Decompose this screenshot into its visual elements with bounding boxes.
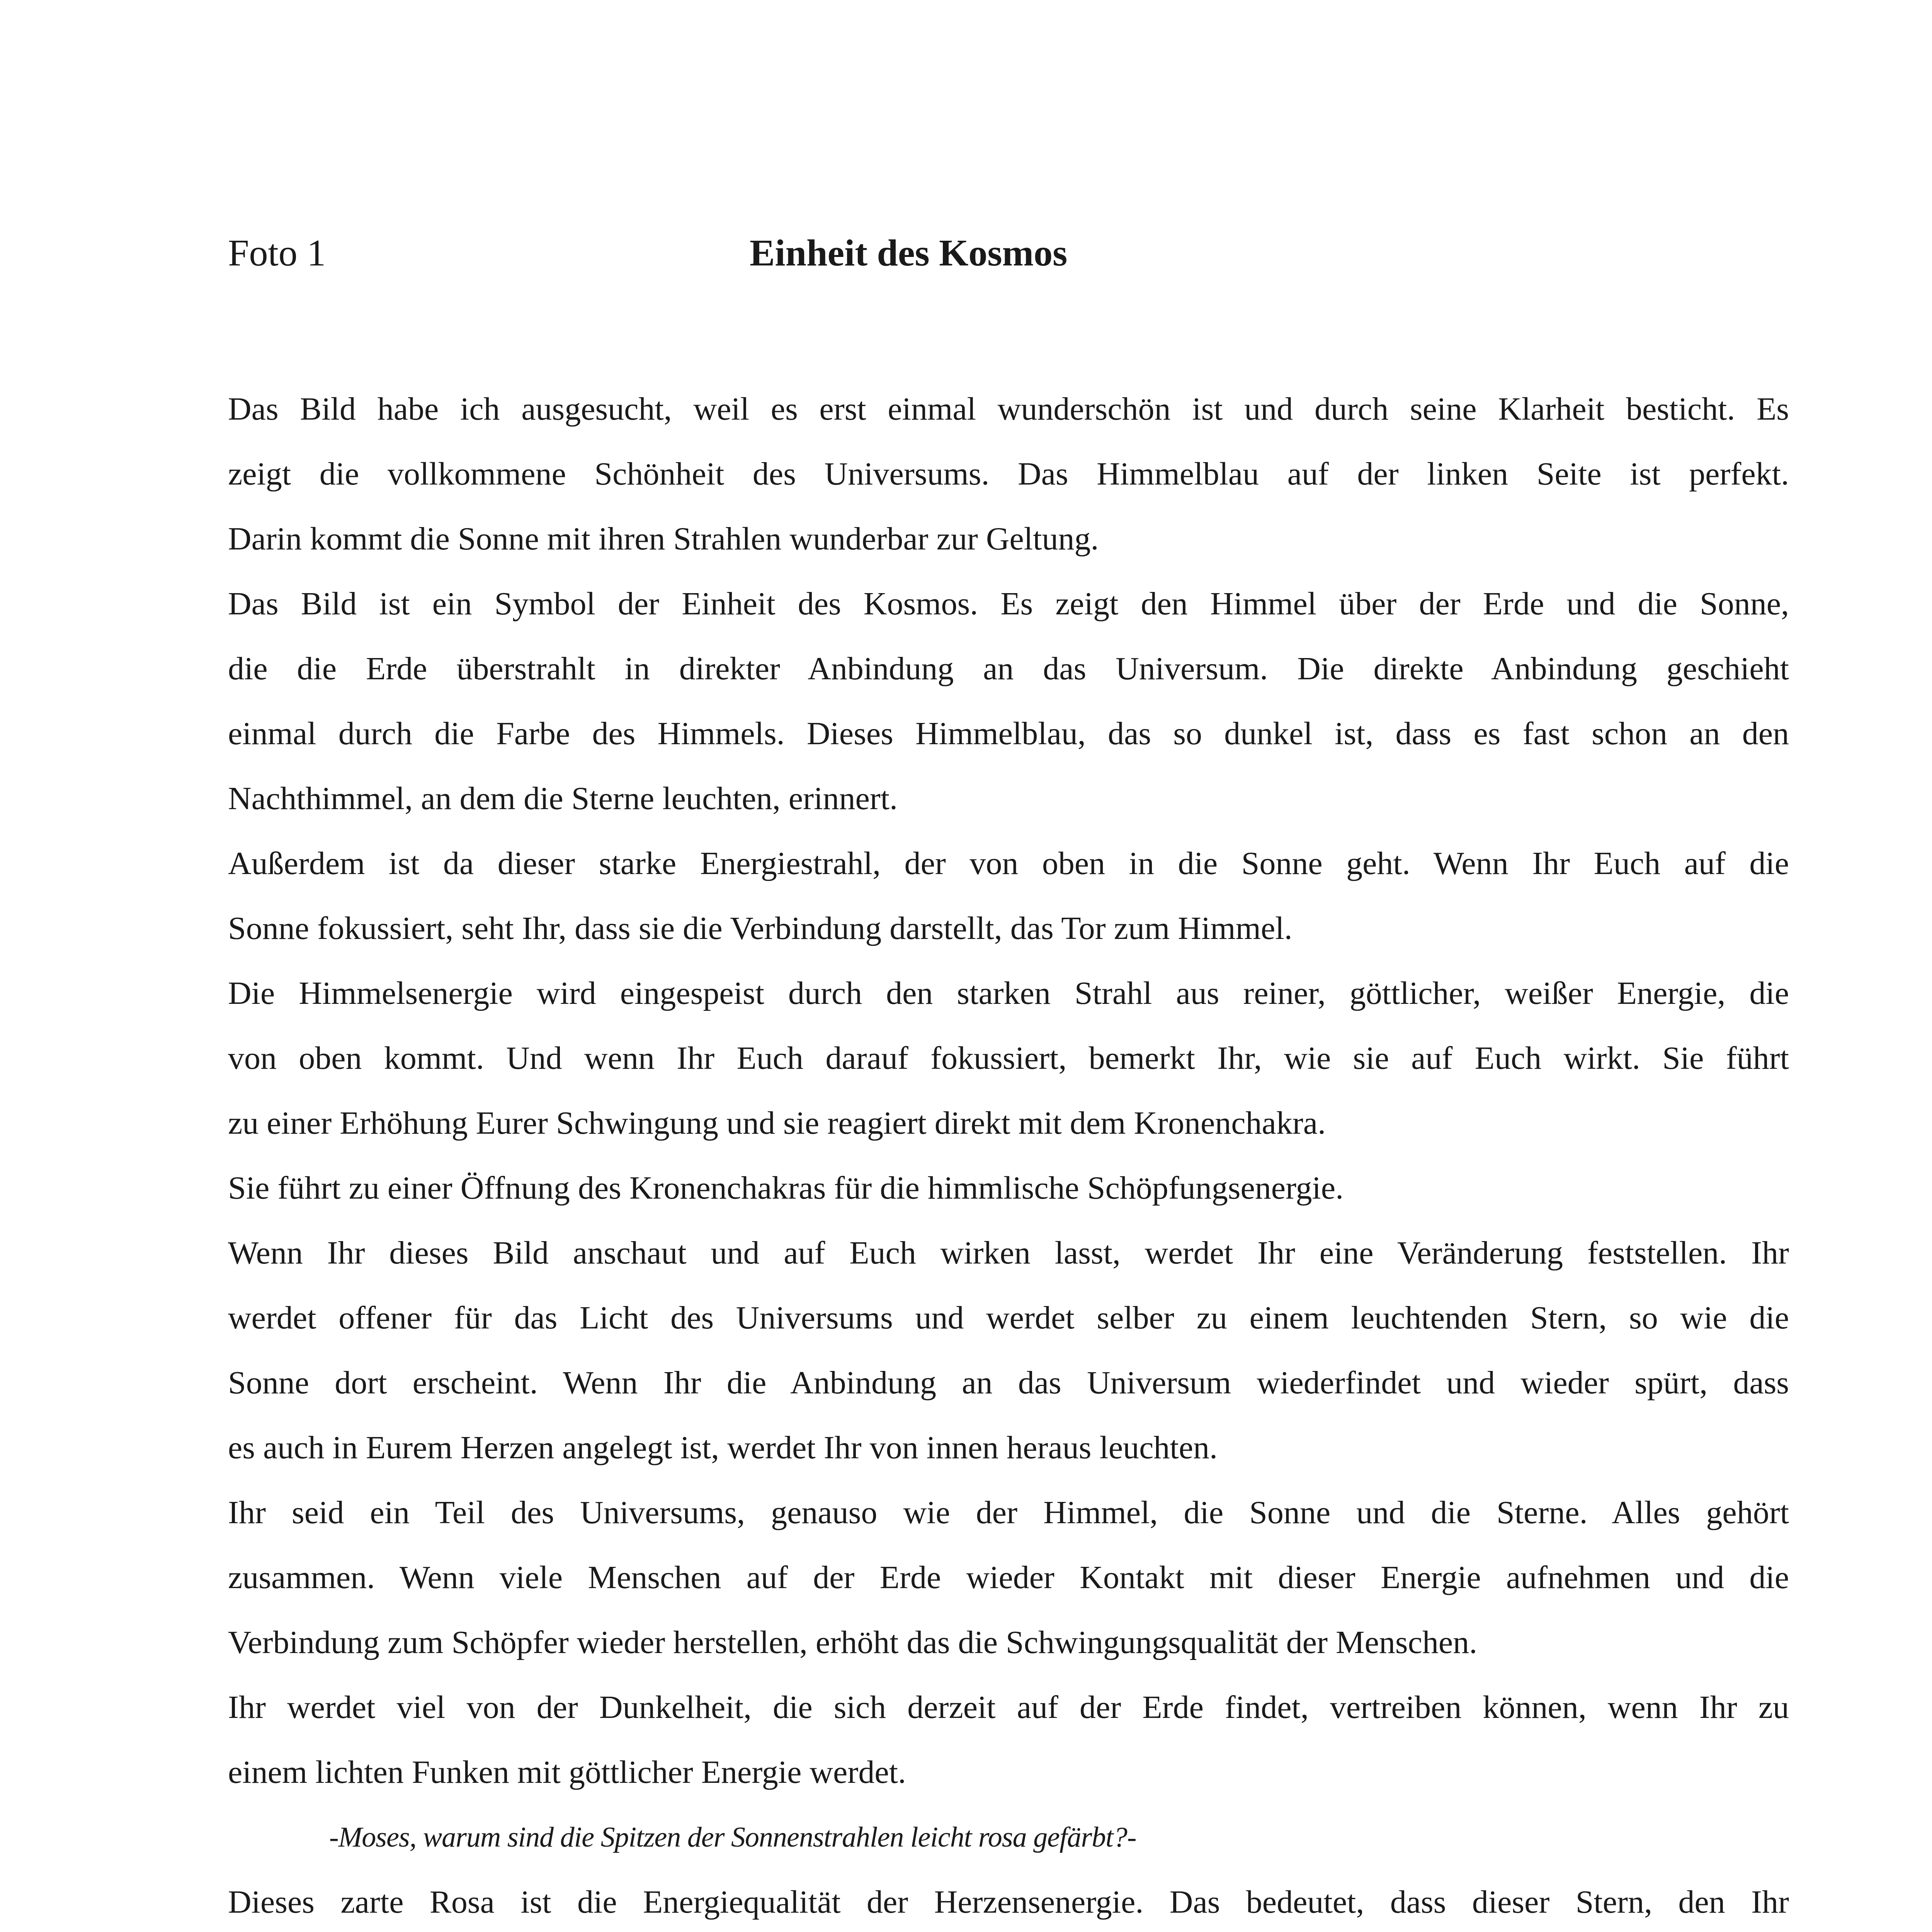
text-line: Darin kommt die Sonne mit ihren Strahlen wunderbar zur Geltung. xyxy=(228,521,1099,557)
text-line: Außerdem ist da dieser starke Energiestrahl, der von oben in die Sonne geht. Wenn Ihr Euch auf die xyxy=(228,845,1789,881)
text-line: Dieses zarte Rosa ist die Energiequalität der Herzensenergie. Das bedeutet, dass dieser Stern, den Ihr xyxy=(228,1884,1789,1920)
page-title: Einheit des Kosmos xyxy=(750,232,1068,274)
text-line: Nachthimmel, an dem die Sterne leuchten, erinnert. xyxy=(228,781,898,816)
text-line: es auch in Eurem Herzen angelegt ist, werdet Ihr von innen heraus leuchten. xyxy=(228,1430,1218,1466)
text-line: zu einer Erhöhung Eurer Schwingung und sie reagiert direkt mit dem Kronenchakra. xyxy=(228,1105,1326,1141)
text-line: die die Erde überstrahlt in direkter Anbindung an das Universum. Die direkte Anbindung geschieht xyxy=(228,651,1789,687)
text-line: einem lichten Funken mit göttlicher Energie werdet. xyxy=(228,1754,906,1790)
question-line: -Moses, warum sind die Spitzen der Sonnenstrahlen leicht rosa gefärbt?- xyxy=(329,1821,1136,1853)
photo-label: Foto 1 xyxy=(228,232,326,274)
text-line: Ihr werdet viel von der Dunkelheit, die sich derzeit auf der Erde findet, vertreiben können, wenn Ihr zu xyxy=(228,1689,1789,1725)
text-line: Ihr seid ein Teil des Universums, genauso wie der Himmel, die Sonne und die Sterne. Alles gehört xyxy=(228,1495,1789,1531)
text-line: Das Bild habe ich ausgesucht, weil es erst einmal wunderschön ist und durch seine Klarheit besticht. Es xyxy=(228,391,1789,427)
body-text xyxy=(228,377,1789,1932)
text-line: Verbindung zum Schöpfer wieder herstellen, erhöht das die Schwingungsqualität der Menschen. xyxy=(228,1624,1478,1660)
text-line: Sie führt zu einer Öffnung des Kronenchakras für die himmlische Schöpfungsenergie. xyxy=(228,1170,1344,1206)
text-line: Die Himmelsenergie wird eingespeist durch den starken Strahl aus reiner, göttlicher, weißer Energie, die xyxy=(228,975,1789,1011)
text-line: Sonne dort erscheint. Wenn Ihr die Anbindung an das Universum wiederfindet und wieder spürt, dass xyxy=(228,1365,1789,1401)
text-line: von oben kommt. Und wenn Ihr Euch darauf fokussiert, bemerkt Ihr, wie sie auf Euch wirkt. Sie führt xyxy=(228,1040,1789,1076)
text-line: Das Bild ist ein Symbol der Einheit des Kosmos. Es zeigt den Himmel über der Erde und die Sonne, xyxy=(228,586,1789,622)
text-line: Wenn Ihr dieses Bild anschaut und auf Euch wirken lasst, werdet Ihr eine Veränderung feststellen. Ihr xyxy=(228,1235,1789,1271)
text-line: werdet offener für das Licht des Universums und werdet selber zu einem leuchtenden Stern, so wie die xyxy=(228,1300,1789,1336)
text-line: zeigt die vollkommene Schönheit des Universums. Das Himmelblau auf der linken Seite ist perfekt. xyxy=(228,456,1789,492)
text-line: Sonne fokussiert, seht Ihr, dass sie die Verbindung darstellt, das Tor zum Himmel. xyxy=(228,910,1293,946)
text-line: zusammen. Wenn viele Menschen auf der Erde wieder Kontakt mit dieser Energie aufnehmen und die xyxy=(228,1560,1789,1595)
text-line: einmal durch die Farbe des Himmels. Dieses Himmelblau, das so dunkel ist, dass es fast schon an den xyxy=(228,716,1789,752)
